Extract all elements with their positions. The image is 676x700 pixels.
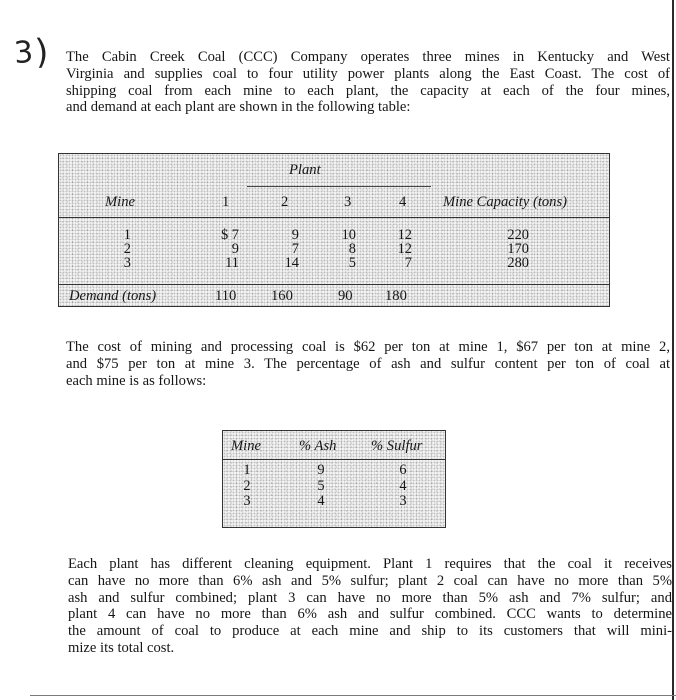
ash-cell: 4 xyxy=(317,493,325,509)
ash-sulfur-table xyxy=(222,430,446,528)
constraints-line: mize its total cost. xyxy=(68,639,175,656)
plant-4-costs xyxy=(375,228,412,271)
cost-cell: 7 xyxy=(291,241,299,258)
cost-cell: 12 xyxy=(397,241,412,258)
cost-cell: 8 xyxy=(348,241,356,258)
ash-table-mine-number: 3 xyxy=(243,493,251,509)
cost-cell: 9 xyxy=(231,241,239,258)
ash-header: % Ash xyxy=(299,438,337,454)
constraints-line: can have no more than 6% ash and 5% sulfur; plant 2 coal can have no more than 5% xyxy=(68,572,672,589)
constraints-line: ash and sulfur combined; plant 3 can have no more than 5% ash and 7% sulfur; and xyxy=(68,589,672,606)
mining-cost-line: each mine is as follows: xyxy=(66,372,207,389)
cost-cell: 14 xyxy=(284,255,299,272)
page-edge-bottom xyxy=(30,695,676,696)
sulfur-header: % Sulfur xyxy=(371,438,423,454)
ash-table-mine-header: Mine xyxy=(231,438,261,454)
shipping-cost-table xyxy=(58,153,610,307)
mining-cost-line: The cost of mining and processing coal is $62 per ton at mine 1, $67 per ton at mine 2, xyxy=(66,339,670,355)
cost-cell: 5 xyxy=(348,255,356,272)
mine-capacity-header: Mine Capacity (tons) xyxy=(443,194,568,210)
demand-plant-2: 160 xyxy=(271,288,293,304)
cost-cell: 7 xyxy=(404,255,412,272)
plant-2-costs xyxy=(263,228,299,271)
capacity-cell: 220 xyxy=(507,227,529,243)
ash-column xyxy=(311,463,331,510)
ash-table-mine-column xyxy=(237,463,257,510)
cost-cell: 11 xyxy=(225,255,239,272)
demand-plant-4: 180 xyxy=(385,288,407,304)
constraints-line: the amount of coal to produce at each mine and ship to its customers that will mini- xyxy=(68,623,672,640)
ash-cell: 5 xyxy=(317,477,325,494)
plant-column-2: 2 xyxy=(281,194,289,210)
mine-header: Mine xyxy=(105,194,135,210)
mine-number-column xyxy=(111,228,131,271)
constraints-line: Each plant has different cleaning equipment. Plant 1 requires that the coal it receives xyxy=(68,556,672,572)
plant-column-3: 3 xyxy=(344,194,352,210)
sulfur-cell: 3 xyxy=(399,493,407,509)
demand-divider xyxy=(59,284,609,285)
cost-cell: $ 7 xyxy=(221,227,239,243)
mine-number: 1 xyxy=(123,227,131,243)
plant-header: Plant xyxy=(289,162,321,178)
plant-column-4: 4 xyxy=(399,194,407,210)
problem-number-digit: 3 xyxy=(12,34,35,72)
sulfur-column xyxy=(393,463,413,510)
problem-number-paren: ) xyxy=(33,31,50,73)
constraints-paragraph xyxy=(68,556,672,657)
mining-cost-paragraph xyxy=(66,339,670,389)
ash-cell: 9 xyxy=(317,462,325,478)
intro-line: shipping coal from each mine to each plant, the capacity at each of the four mines, xyxy=(66,82,670,99)
intro-line: and demand at each plant are shown in the following table: xyxy=(66,99,411,116)
mine-number: 2 xyxy=(123,241,131,258)
ash-table-header-divider xyxy=(223,459,445,460)
sulfur-cell: 6 xyxy=(399,462,407,478)
ash-table-mine-number: 2 xyxy=(243,477,251,494)
demand-plant-3: 90 xyxy=(338,288,353,304)
mine-capacity-column xyxy=(489,228,529,271)
page-edge-right xyxy=(672,0,674,700)
intro-paragraph xyxy=(66,49,670,116)
ash-table-mine-number: 1 xyxy=(243,462,251,478)
cost-cell: 9 xyxy=(291,227,299,243)
mining-cost-line: and $75 per ton at mine 3. The percentage of ash and sulfur content per ton of coal at xyxy=(66,355,670,372)
header-divider xyxy=(59,217,609,218)
constraints-line: plant 4 can have no more than 6% ash and sulfur combined. CCC wants to determine xyxy=(68,606,672,623)
problem-number xyxy=(13,33,48,71)
cost-cell: 10 xyxy=(341,227,356,243)
capacity-cell: 170 xyxy=(507,241,529,258)
plant-1-costs xyxy=(199,228,239,271)
intro-line: The Cabin Creek Coal (CCC) Company operates three mines in Kentucky and West xyxy=(66,49,670,65)
cost-cell: 12 xyxy=(397,227,412,243)
demand-plant-1: 110 xyxy=(215,288,237,304)
sulfur-cell: 4 xyxy=(399,477,407,494)
plant-column-1: 1 xyxy=(222,194,230,210)
plant-header-rule xyxy=(247,186,431,187)
plant-3-costs xyxy=(321,228,356,271)
mine-number: 3 xyxy=(123,255,131,272)
demand-label: Demand (tons) xyxy=(69,288,157,304)
capacity-cell: 280 xyxy=(507,255,529,272)
intro-line: Virginia and supplies coal to four utility power plants along the East Coast. The cost of xyxy=(66,65,670,82)
